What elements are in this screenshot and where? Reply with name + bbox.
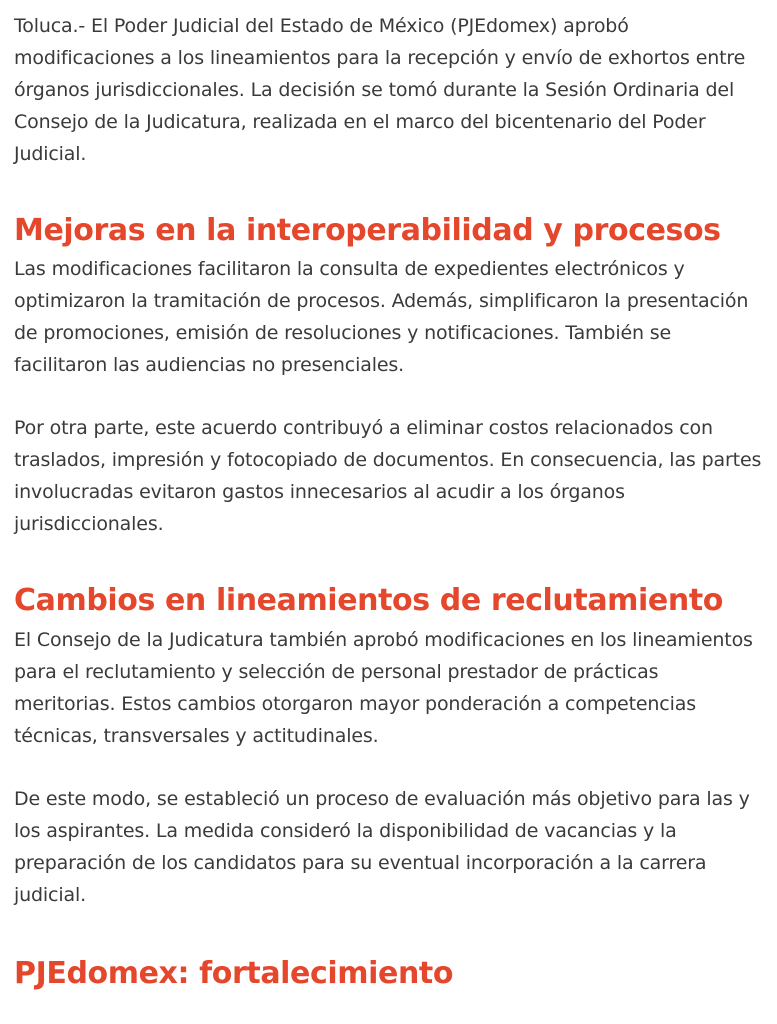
section1-paragraph-1: Las modificaciones facilitaron la consulta de expedientes electrónicos y optimizaron la tramitación de procesos. Además, simplificaron la presentación de promociones, emisión de resoluciones y notificaciones. También se facilitaron las audiencias no presenciales. xyxy=(14,258,749,376)
intro-paragraph: Toluca.- El Poder Judicial del Estado de México (PJEdomex) aprobó modificaciones a los lineamientos para la recepción y envío de exhortos entre órganos jurisdiccionales. La decisión se tomó durante la Sesión Ordinaria del Consejo de la Judicatura, realizada en el marco del bicentenario del Poder Judicial. xyxy=(14,15,746,165)
section1-paragraph-2: Por otra parte, este acuerdo contribuyó a eliminar costos relacionados con traslados, impresión y fotocopiado de documentos. En consecuencia, las partes involucradas evitaron gastos innecesarios al acudir a los órganos jurisdiccionales. xyxy=(14,417,762,535)
section2-paragraph-2: De este modo, se estableció un proceso de evaluación más objetivo para las y los aspirantes. La medida consideró la disponibilidad de vacancias y la preparación de los candidatos para su eventual incorporación a la carrera judicial. xyxy=(14,788,750,906)
section-heading-partial: PJEdomex: fortalecimiento xyxy=(14,956,454,991)
paragraph-spacer xyxy=(14,752,764,783)
article-body xyxy=(14,10,764,994)
section-heading-interoperability: Mejoras en la interoperabilidad y procesos xyxy=(14,213,721,248)
section2-paragraph-1: El Consejo de la Judicatura también aprobó modificaciones en los lineamientos para el reclutamiento y selección de personal prestador de prácticas meritorias. Estos cambios otorgaron mayor ponderación a competencias técnicas, transversales y actitudinales. xyxy=(14,629,753,747)
section-heading-recruitment: Cambios en lineamientos de reclutamiento xyxy=(14,583,723,618)
paragraph-spacer xyxy=(14,381,764,412)
